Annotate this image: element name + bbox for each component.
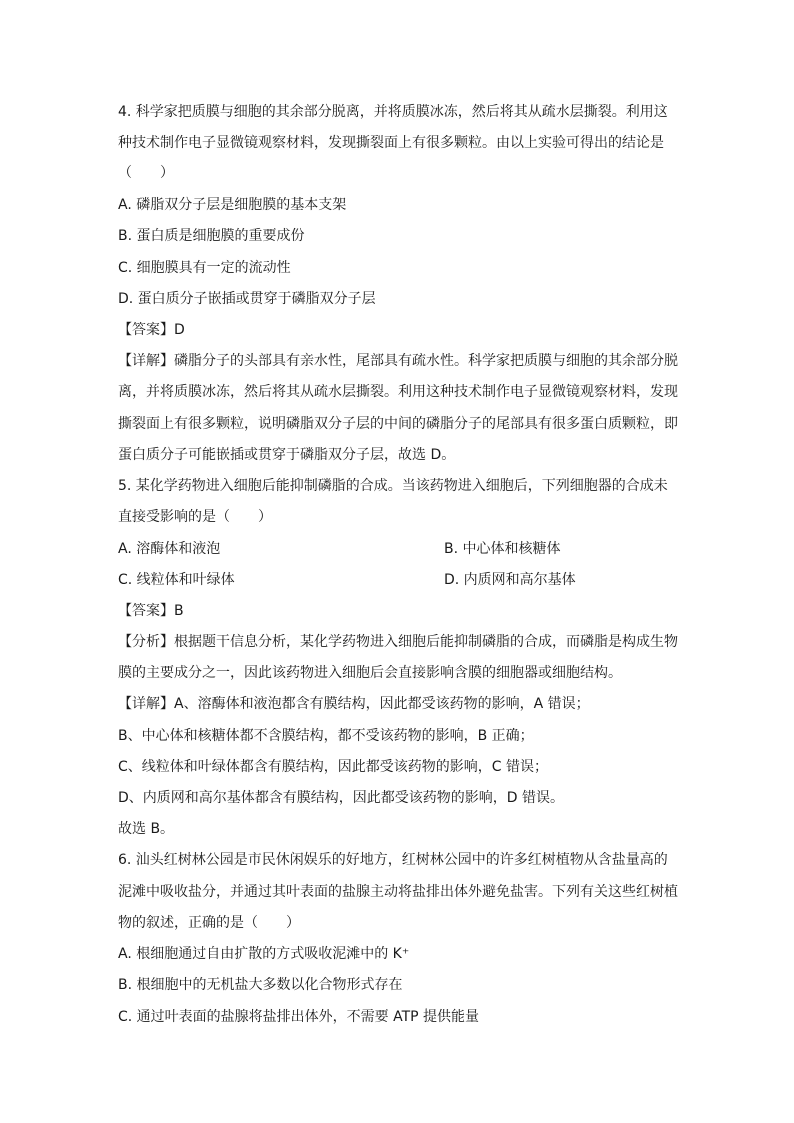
q5-answer: 【答案】B (118, 603, 184, 619)
q4-option-b: B. 蛋白质是细胞膜的重要成份 (118, 228, 305, 244)
q5-conclusion: 故选 B。 (118, 821, 175, 837)
q6-stem-line: 物的叙述，正确的是（ ） (118, 915, 300, 931)
q4-answer: 【答案】D (118, 322, 185, 338)
q4-stem-line: 4. 科学家把质膜与细胞的其余部分脱离，并将质膜冰冻，然后将其从疏水层撕裂。利用这 (118, 104, 668, 120)
q4-option-d: D. 蛋白质分子嵌插或贯穿于磷脂双分子层 (118, 291, 376, 307)
q5-stem-line: 直接受影响的是（ ） (118, 509, 272, 525)
q5-detail-line: B、中心体和核糖体都不含膜结构，都不受该药物的影响，B 正确； (118, 728, 534, 744)
q5-detail-line: 【详解】A、溶酶体和液泡都含有膜结构，因此都受该药物的影响，A 错误； (118, 696, 590, 712)
q4-stem-line: 种技术制作电子显微镜观察材料，发现撕裂面上有很多颗粒。由以上实验可得出的结论是 (118, 135, 664, 151)
q4-detail-line: 蛋白质分子可能嵌插或贯穿于磷脂双分子层，故选 D。 (118, 447, 456, 463)
q5-detail-line: C、线粒体和叶绿体都含有膜结构，因此都受该药物的影响，C 错误； (118, 759, 548, 775)
q5-option-a: A. 溶酶体和液泡 (118, 541, 221, 557)
q5-stem-line: 5. 某化学药物进入细胞后能抑制磷脂的合成。当该药物进入细胞后，下列细胞器的合成未 (118, 478, 668, 494)
q5-analysis-line: 【分析】根据题干信息分析，某化学药物进入细胞后能抑制磷脂的合成，而磷脂是构成生物 (118, 634, 678, 650)
q4-option-a: A. 磷脂双分子层是细胞膜的基本支架 (118, 197, 347, 213)
q6-stem-line: 6. 汕头红树林公园是市民休闲娱乐的好地方，红树林公园中的许多红树植物从含盐量高的 (118, 852, 668, 868)
q4-detail-line: 撕裂面上有很多颗粒，说明磷脂双分子层的中间的磷脂分子的尾部具有很多蛋白质颗粒，即 (118, 416, 678, 432)
q6-stem-line: 泥滩中吸收盐分，并通过其叶表面的盐腺主动将盐排出体外避免盐害。下列有关这些红树植 (118, 884, 678, 900)
q6-option-a: A. 根细胞通过自由扩散的方式吸收泥滩中的 K⁺ (118, 946, 410, 962)
q4-detail-line: 【详解】磷脂分子的头部具有亲水性，尾部具有疏水性。科学家把质膜与细胞的其余部分脱 (118, 353, 678, 369)
q4-option-c: C. 细胞膜具有一定的流动性 (118, 260, 291, 276)
q5-option-d: D. 内质网和高尔基体 (444, 572, 576, 588)
q4-stem-line: （ ） (118, 165, 174, 181)
q4-detail-line: 离，并将质膜冰冻，然后将其从疏水层撕裂。利用这种技术制作电子显微镜观察材料，发现 (118, 384, 678, 400)
q5-detail-line: D、内质网和高尔基体都含有膜结构，因此都受该药物的影响，D 错误。 (118, 790, 565, 806)
q5-option-b: B. 中心体和核糖体 (444, 541, 561, 557)
q5-option-c: C. 线粒体和叶绿体 (118, 572, 235, 588)
q6-option-c: C. 通过叶表面的盐腺将盐排出体外，不需要 ATP 提供能量 (118, 1009, 480, 1025)
q6-option-b: B. 根细胞中的无机盐大多数以化合物形式存在 (118, 977, 403, 993)
q5-analysis-line: 膜的主要成分之一，因此该药物进入细胞后会直接影响含膜的细胞器或细胞结构。 (118, 665, 622, 681)
